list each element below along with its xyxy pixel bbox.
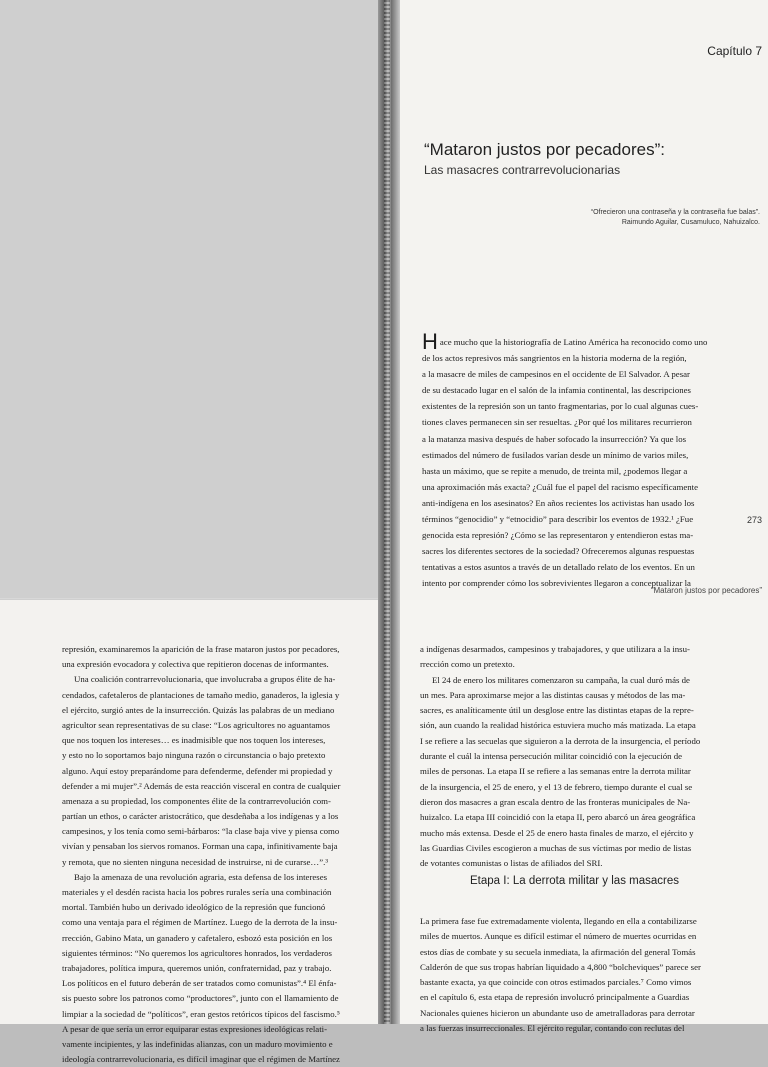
text-line: Nacionales quienes hicieron un abundante uso de ametralladoras para derrotar bbox=[420, 1007, 695, 1018]
text-line: huizalco. La etapa III coincidió con la etapa II, pero abarcó un área geográfica bbox=[420, 812, 696, 823]
text-line: materiales y el desdén racista hacia los pobres rurales sería una combinación bbox=[62, 887, 332, 897]
text-line: a la matanza masiva después de haber sofocado la insurrección? Ya que los bbox=[422, 433, 687, 444]
text-line: una aproximación más exacta? ¿Cuál fue el papel del racismo específicamente bbox=[422, 481, 698, 492]
text-line: y esto no lo soportamos bajo ninguna razón o circunstancia o bajo pretexto bbox=[62, 750, 326, 761]
text-line: un mes. Para aproximarse mejor a las distintas causas y métodos de las ma- bbox=[420, 689, 686, 700]
text-line: alguno. Aquí estoy preparándome para defenderme, defender mi propiedad y bbox=[62, 765, 333, 776]
text-line: bastante exacta, ya que coincide con otros estimados parciales.⁷ Como vimos bbox=[420, 977, 692, 988]
text-line: a las fuerzas insurreccionales. El ejército regular, contando con reclutas del bbox=[420, 1023, 685, 1034]
text-line: vamente incipientes, y las indefinidas alianzas, con un maduro movimiento e bbox=[62, 1038, 333, 1049]
running-head: “Mataron justos por pecadores” bbox=[650, 586, 762, 595]
text-line: mortal. También hubo un derivado ideológico de la represión que funcionó bbox=[62, 902, 326, 913]
text-line: durante el cuál la intensa persecución militar coincidió con la ejecución de bbox=[420, 751, 683, 762]
text-line: existentes de la represión son un tanto fragmentarias, por lo cual algunas cues- bbox=[422, 401, 699, 412]
text-line: rrección como un pretexto. bbox=[420, 659, 515, 670]
text-line: que nos toquen los intereses… es inadmisible que nos toquen los intereses, bbox=[62, 735, 326, 746]
text-line: tiones claves permanecen sin ser resueltas. ¿Por qué los militares recurrieron bbox=[422, 417, 692, 428]
text-line: como una ventaja para el régimen de Martínez. Luego de la derrota de la insu- bbox=[62, 917, 338, 928]
text-line: de los actos represivos más sangrientos en la historia moderna de la región, bbox=[422, 353, 687, 364]
text-line: partían un ethos, o carácter aristocrático, que desdeñaba a los indígenas y a los bbox=[62, 811, 339, 822]
text-line: hasta un máximo, que se repite a menudo, de treinta mil, ¿podemos llegar a bbox=[422, 465, 688, 476]
text-line: miles de personas. La etapa II se refiere a las semanas entre la derrota militar bbox=[420, 766, 691, 777]
text-line: estos días de combate y su secuela inmediata, la afirmación del general Tomás bbox=[420, 946, 696, 957]
text-line: dieron dos masacres a gran escala dentro de las fronteras municipales de Na- bbox=[420, 796, 691, 807]
epigraph-quote: “Ofrecieron una contraseña y la contraseña fue balas”. bbox=[590, 209, 760, 216]
text-line: de su destacado lugar en el salón de la infamia continental, las descripciones bbox=[422, 385, 691, 396]
text-line: de la insurgencia, el 25 de enero, y el 13 de febrero, tiempo durante el cual se bbox=[420, 781, 693, 792]
text-line: defender a mi mujer”.² Además de esta reacción visceral en contra de cualquier bbox=[62, 780, 341, 791]
text-line: rrección, Gabino Mata, un ganadero y cafetalero, esbozó esta posición en los bbox=[62, 932, 333, 943]
text-line: Calderón de que sus tropas habrían liquidado a 4,800 “bolcheviques” parece ser bbox=[420, 961, 701, 972]
text-line: y remota, que no sienten ninguna necesidad de instruirse, ni de curarse…”.³ bbox=[62, 856, 328, 867]
text-line: siguientes términos: “No queremos los agricultores honrados, los verdaderos bbox=[62, 947, 332, 958]
section-heading: Etapa I: La derrota militar y las masacres bbox=[470, 875, 679, 887]
text-line: limpiar a la sociedad de “políticos”, eran gestos retóricos típicos del fascismo.⁵ bbox=[62, 1008, 340, 1019]
text-line: miles de muertos. Aunque es difícil estimar el número de muertes ocurridas en bbox=[420, 931, 697, 942]
text-line: anti-indígena en los asesinatos? En años recientes los activistas han usado los bbox=[422, 497, 695, 508]
text-line: represión, examinaremos la aparición de la frase mataron justos por pecadores, bbox=[62, 644, 340, 654]
text-line: a indígenas desarmados, campesinos y trabajadores, y que utilizara a la insu- bbox=[420, 644, 690, 654]
text-line: La primera fase fue extremadamente violenta, llegando en ella a contabilizarse bbox=[420, 916, 697, 926]
text-line: cendados, cafetaleros de plantaciones de tamaño medio, ganaderos, la iglesia y bbox=[62, 689, 340, 700]
text-line: términos “genocidio” y “etnocidio” para describir los eventos de 1932.¹ ¿Fue bbox=[422, 514, 694, 525]
text-line: El 24 de enero los militares comenzaron su campaña, la cual duró más de bbox=[432, 674, 690, 685]
text-line: a la masacre de miles de campesinos en el occidente de El Salvador. A pesar bbox=[422, 369, 690, 380]
epigraph-source: Raimundo Aguilar, Cusamuluco, Nahuizalco. bbox=[621, 219, 760, 226]
text-line: de votantes comunistas o listas de afiliados del SRI. bbox=[420, 858, 603, 869]
left-page-text bbox=[62, 642, 364, 1067]
text-line: ace mucho que la historiografía de Latino América ha reconocido como uno bbox=[439, 337, 708, 347]
book-gutter-binding bbox=[384, 0, 390, 1024]
text-line: sión, aun cuando la realidad histórica estuviera mucho más matizada. La etapa bbox=[420, 720, 696, 731]
text-line: sis puesto sobre los patronos como “productores”, junto con el llamamiento de bbox=[62, 993, 339, 1004]
chapter-label: Capítulo 7 bbox=[707, 44, 762, 58]
page-number: 273 bbox=[747, 515, 763, 525]
text-line: mucho más extensa. Desde el 25 de enero hasta finales de marzo, el ejército y bbox=[420, 827, 694, 838]
text-line: vivían y pensaban los siervos romanos. Forman una capa, infinitivamente baja bbox=[62, 841, 338, 852]
blank-left-page bbox=[0, 0, 384, 600]
text-line: estimados del número de fusilados varían desde un mínimo de varios miles, bbox=[422, 449, 689, 460]
text-line: sacres los diferentes sectores de la sociedad? Ofreceremos algunas respuestas bbox=[422, 546, 695, 557]
drop-cap: H bbox=[422, 329, 438, 354]
text-line: Los políticos en el futuro deberán de ser tratados como comunistas”.⁴ El énfa- bbox=[62, 978, 337, 989]
text-line: Una coalición contrarrevolucionaria, que involucraba a grupos élite de ha- bbox=[74, 674, 336, 685]
text-line: genocida esta represión? ¿Cómo se las representaron y entendieron estas ma- bbox=[422, 530, 694, 541]
chapter-title: “Mataron justos por pecadores”: bbox=[424, 140, 665, 159]
text-line: en el capítulo 6, esta etapa de represión involucró principalmente a Guardias bbox=[420, 992, 690, 1003]
right-page-text bbox=[420, 642, 736, 871]
text-line: amenaza a su propiedad, los componentes élite de la contrarrevolución com- bbox=[62, 795, 331, 806]
text-line: campesinos, y los tenía como semi-bárbaros: “la clase baja vive y piensa como bbox=[62, 826, 340, 837]
text-line: sacres, es analíticamente útil un desglose entre las distintas etapas de la repre- bbox=[420, 705, 694, 716]
text-line: intento por comprender cómo los sobrevivientes llegaron a conceptualizar la bbox=[422, 578, 691, 589]
text-line: el ejército, surgió antes de la insurrección. Quizás las palabras de un mediano bbox=[62, 704, 335, 715]
opening-paragraph bbox=[422, 329, 734, 592]
text-line: tentativas a estos asuntos a través de un detallado relato de los eventos. En un bbox=[422, 562, 695, 573]
page-divider bbox=[0, 598, 384, 599]
text-line: trabajadores, política impura, queremos unión, confraternidad, paz y trabajo. bbox=[62, 962, 332, 973]
text-line: I se refiere a las secuelas que siguieron a la derrota de la insurgencia, el período bbox=[420, 735, 701, 746]
text-line: ideología contrarrevolucionaria, es difícil imaginar que el régimen de Martínez bbox=[62, 1054, 340, 1065]
text-line: Bajo la amenaza de una revolución agraria, esta defensa de los intereses bbox=[74, 871, 328, 882]
text-line: A pesar de que sería un error equiparar estas expresiones ideológicas relati- bbox=[62, 1023, 328, 1034]
section-text bbox=[420, 914, 736, 1036]
epigraph bbox=[591, 208, 760, 228]
text-line: las Guardias Civiles escogieron a muchas de sus víctimas por medio de listas bbox=[420, 842, 692, 853]
chapter-subtitle: Las masacres contrarrevolucionarias bbox=[424, 163, 621, 177]
text-line: agricultor sean representativas de su clase: “Los agricultores no aguantamos bbox=[62, 719, 330, 730]
text-line: una expresión evocadora y colectiva que repitieron docenas de informantes. bbox=[62, 659, 329, 670]
